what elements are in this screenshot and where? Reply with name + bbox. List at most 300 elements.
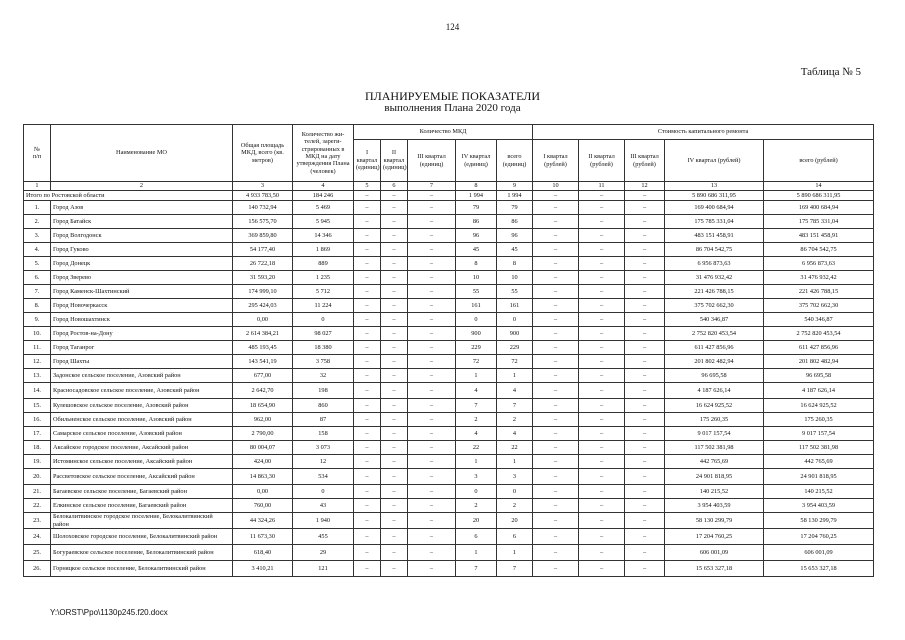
q2-cost-cell: – (579, 271, 625, 285)
area-cell: 156 575,70 (233, 215, 293, 229)
q2-cost-cell: – (579, 229, 625, 243)
q1-cost-cell: – (533, 485, 579, 499)
people-cell: 889 (293, 257, 354, 271)
footer-file-path: Y:\ORST\Ppo\1130p245.f20.docx (50, 608, 168, 617)
q1-cost-cell: – (533, 271, 579, 285)
q3-cost-cell: – (625, 427, 665, 441)
total-cost-cell: 201 802 482,94 (764, 355, 874, 369)
q3-cost-cell: – (625, 243, 665, 257)
total-cost-cell: 17 204 760,25 (764, 529, 874, 545)
q2-cost-cell: – (579, 341, 625, 355)
total-units-cell: 7 (497, 561, 533, 577)
total-cost-cell: 2 752 820 453,54 (764, 327, 874, 341)
q2-units-cell: – (381, 355, 408, 369)
q2-units-cell: – (381, 399, 408, 413)
q1-units-cell: – (354, 485, 381, 499)
q3-units-cell: – (408, 215, 456, 229)
q4-units-cell: 1 (456, 455, 497, 469)
table-row (24, 561, 874, 577)
q4-cost-cell: 606 001,09 (665, 545, 764, 561)
people-cell: 198 (293, 383, 354, 399)
q1-cost-cell: – (533, 243, 579, 257)
q3-cost-cell: – (625, 455, 665, 469)
mo-name-cell: Богураевское сельское поселение, Белокалитвинский район (51, 545, 233, 561)
q4-units-cell: 7 (456, 561, 497, 577)
q1-units-cell: – (354, 529, 381, 545)
q4-cost-cell: 58 130 299,79 (665, 513, 764, 529)
row-number-cell: 26. (24, 561, 51, 577)
total-units-cell: 10 (497, 271, 533, 285)
q3-units-cell: – (408, 469, 456, 485)
header-q4-cost: IV квартал (рублей) (665, 140, 764, 182)
q3-units-cell: – (408, 243, 456, 257)
total-cost-cell: 4 187 626,14 (764, 383, 874, 399)
total-units-cell: 0 (497, 313, 533, 327)
header-q2-cost: II квартал (рублей) (579, 140, 625, 182)
q3-units-cell: – (408, 485, 456, 499)
q3-cost-cell: – (625, 529, 665, 545)
total-cost-cell: 483 151 458,91 (764, 229, 874, 243)
q4-units-cell: 10 (456, 271, 497, 285)
q3-cost-cell: – (625, 313, 665, 327)
q2-cost-cell: – (579, 455, 625, 469)
area-cell: 174 999,10 (233, 285, 293, 299)
total-cost: 5 890 686 311,95 (764, 191, 874, 201)
q1-units-cell: – (354, 469, 381, 485)
q1-cost-cell: – (533, 299, 579, 313)
q1-cost-cell: – (533, 257, 579, 271)
table-row (24, 455, 874, 469)
mo-name-cell: Город Батайск (51, 215, 233, 229)
total-cost-cell: 6 956 873,63 (764, 257, 874, 271)
mo-name-cell: Город Таганрог (51, 341, 233, 355)
mo-name-cell: Самарское сельское поселение, Азовский район (51, 427, 233, 441)
header-total-cost: всего (рублей) (764, 140, 874, 182)
row-number-cell: 5. (24, 257, 51, 271)
total-cost-cell: 31 476 932,42 (764, 271, 874, 285)
area-cell: 44 324,26 (233, 513, 293, 529)
q1-cost-cell: – (533, 545, 579, 561)
header-mkd-group: Количество МКД (354, 125, 533, 140)
table-row (24, 485, 874, 499)
total-q2-units: – (381, 191, 408, 201)
row-number-cell: 13. (24, 369, 51, 383)
q3-cost-cell: – (625, 513, 665, 529)
q2-cost-cell: – (579, 285, 625, 299)
q3-units-cell: – (408, 399, 456, 413)
q4-cost-cell: 24 901 818,95 (665, 469, 764, 485)
total-cost-cell: 606 001,09 (764, 545, 874, 561)
q1-cost-cell: – (533, 313, 579, 327)
table-row (24, 285, 874, 299)
people-cell: 18 380 (293, 341, 354, 355)
total-units-cell: 900 (497, 327, 533, 341)
q2-units-cell: – (381, 243, 408, 257)
header-area: Общая площадь МКД, всего (кв. метров) (233, 125, 293, 182)
people-cell: 121 (293, 561, 354, 577)
q4-cost-cell: 3 954 403,59 (665, 499, 764, 513)
q2-units-cell: – (381, 529, 408, 545)
page-number: 124 (445, 22, 460, 32)
total-units-cell: 1 (497, 545, 533, 561)
q3-cost-cell: – (625, 285, 665, 299)
header-no: № п/п (24, 125, 51, 182)
total-q1-units: – (354, 191, 381, 201)
q4-cost-cell: 175 785 331,04 (665, 215, 764, 229)
table-row (24, 469, 874, 485)
table-row (24, 441, 874, 455)
row-number-cell: 4. (24, 243, 51, 257)
total-cost-cell: 169 400 684,94 (764, 201, 874, 215)
mo-name-cell: Город Новошахтинск (51, 313, 233, 327)
q3-units-cell: – (408, 229, 456, 243)
q4-cost-cell: 9 017 157,54 (665, 427, 764, 441)
q3-units-cell: – (408, 561, 456, 577)
table-row (24, 313, 874, 327)
q1-units-cell: – (354, 355, 381, 369)
q1-units-cell: – (354, 513, 381, 529)
q1-cost-cell: – (533, 427, 579, 441)
q4-cost-cell: 375 702 662,30 (665, 299, 764, 313)
q4-cost-cell: 169 400 684,94 (665, 201, 764, 215)
plan-indicators-table (23, 124, 874, 577)
row-number-cell: 18. (24, 441, 51, 455)
mo-name-cell: Кулешовское сельское поселение, Азовский район (51, 399, 233, 413)
total-units-cell: 7 (497, 399, 533, 413)
column-number: 1 (24, 182, 51, 191)
q2-cost-cell: – (579, 529, 625, 545)
mo-name-cell: Город Зверево (51, 271, 233, 285)
q1-units-cell: – (354, 561, 381, 577)
column-number: 13 (665, 182, 764, 191)
q3-cost-cell: – (625, 383, 665, 399)
total-units-cell: 3 (497, 469, 533, 485)
q2-cost-cell: – (579, 413, 625, 427)
q1-cost-cell: – (533, 383, 579, 399)
q2-units-cell: – (381, 285, 408, 299)
q2-cost-cell: – (579, 215, 625, 229)
row-number-cell: 23. (24, 513, 51, 529)
q1-cost-cell: – (533, 529, 579, 545)
total-units: 1 994 (497, 191, 533, 201)
total-units-cell: 96 (497, 229, 533, 243)
q2-units-cell: – (381, 413, 408, 427)
q1-units-cell: – (354, 413, 381, 427)
q4-cost-cell: 117 502 381,98 (665, 441, 764, 455)
column-number: 11 (579, 182, 625, 191)
q2-units-cell: – (381, 271, 408, 285)
q3-units-cell: – (408, 369, 456, 383)
q3-units-cell: – (408, 271, 456, 285)
document-title: ПЛАНИРУЕМЫЕ ПОКАЗАТЕЛИ (364, 89, 541, 103)
column-numbers-row (24, 182, 874, 191)
q2-units-cell: – (381, 513, 408, 529)
header-q1-units: I квартал (единиц) (354, 140, 381, 182)
mo-name-cell: Город Донецк (51, 257, 233, 271)
q4-units-cell: 900 (456, 327, 497, 341)
column-number: 6 (381, 182, 408, 191)
q4-units-cell: 45 (456, 243, 497, 257)
people-cell: 158 (293, 427, 354, 441)
q1-units-cell: – (354, 215, 381, 229)
row-number-cell: 7. (24, 285, 51, 299)
q3-cost-cell: – (625, 341, 665, 355)
q4-units-cell: 8 (456, 257, 497, 271)
people-cell: 12 (293, 455, 354, 469)
total-cost-cell: 540 346,87 (764, 313, 874, 327)
total-units-cell: 4 (497, 383, 533, 399)
q2-units-cell: – (381, 499, 408, 513)
q2-units-cell: – (381, 313, 408, 327)
q3-units-cell: – (408, 285, 456, 299)
q1-cost-cell: – (533, 341, 579, 355)
q4-units-cell: 7 (456, 399, 497, 413)
q1-units-cell: – (354, 499, 381, 513)
header-row-top (24, 125, 874, 140)
total-cost-cell: 9 017 157,54 (764, 427, 874, 441)
total-cost-cell: 58 130 299,79 (764, 513, 874, 529)
q2-units-cell: – (381, 327, 408, 341)
row-number-cell: 20. (24, 469, 51, 485)
q1-cost-cell: – (533, 399, 579, 413)
q4-units-cell: 79 (456, 201, 497, 215)
people-cell: 1 940 (293, 513, 354, 529)
total-cost-cell: 140 215,52 (764, 485, 874, 499)
column-number: 14 (764, 182, 874, 191)
people-cell: 1 869 (293, 243, 354, 257)
people-cell: 5 712 (293, 285, 354, 299)
area-cell: 424,00 (233, 455, 293, 469)
q3-units-cell: – (408, 513, 456, 529)
total-units-cell: 8 (497, 257, 533, 271)
q2-cost-cell: – (579, 513, 625, 529)
q2-units-cell: – (381, 427, 408, 441)
q2-cost-cell: – (579, 257, 625, 271)
q2-cost-cell: – (579, 427, 625, 441)
q1-cost-cell: – (533, 413, 579, 427)
total-cost-cell: 442 765,69 (764, 455, 874, 469)
table-row (24, 499, 874, 513)
q2-cost-cell: – (579, 545, 625, 561)
q4-units-cell: 96 (456, 229, 497, 243)
table-row (24, 299, 874, 313)
area-cell: 677,00 (233, 369, 293, 383)
q4-units-cell: 72 (456, 355, 497, 369)
q2-units-cell: – (381, 485, 408, 499)
table-row (24, 383, 874, 399)
q1-units-cell: – (354, 327, 381, 341)
mo-name-cell: Елкинское сельское поселение, Багаевский район (51, 499, 233, 513)
area-cell: 14 863,30 (233, 469, 293, 485)
q2-units-cell: – (381, 369, 408, 383)
q2-units-cell: – (381, 469, 408, 485)
column-number: 2 (51, 182, 233, 191)
row-number-cell: 11. (24, 341, 51, 355)
q2-units-cell: – (381, 545, 408, 561)
q3-cost-cell: – (625, 369, 665, 383)
mo-name-cell: Задонское сельское поселение, Азовский район (51, 369, 233, 383)
column-number: 8 (456, 182, 497, 191)
mo-name-cell: Город Азов (51, 201, 233, 215)
table-row (24, 327, 874, 341)
area-cell: 80 004,07 (233, 441, 293, 455)
row-number-cell: 10. (24, 327, 51, 341)
q4-cost-cell: 31 476 932,42 (665, 271, 764, 285)
row-number-cell: 6. (24, 271, 51, 285)
people-cell: 14 346 (293, 229, 354, 243)
q1-units-cell: – (354, 229, 381, 243)
area-cell: 0,00 (233, 313, 293, 327)
total-units-cell: 4 (497, 427, 533, 441)
q3-units-cell: – (408, 341, 456, 355)
total-cost-cell: 221 426 788,15 (764, 285, 874, 299)
q3-units-cell: – (408, 383, 456, 399)
q4-cost-cell: 2 752 820 453,54 (665, 327, 764, 341)
q1-units-cell: – (354, 285, 381, 299)
q4-cost-cell: 540 346,87 (665, 313, 764, 327)
q4-units-cell: 22 (456, 441, 497, 455)
q2-units-cell: – (381, 215, 408, 229)
total-cost-cell: 24 901 818,95 (764, 469, 874, 485)
area-cell: 760,00 (233, 499, 293, 513)
q3-units-cell: – (408, 427, 456, 441)
total-units-cell: 2 (497, 499, 533, 513)
q2-units-cell: – (381, 201, 408, 215)
q1-units-cell: – (354, 399, 381, 413)
total-units-cell: 22 (497, 441, 533, 455)
area-cell: 31 593,20 (233, 271, 293, 285)
row-number-cell: 14. (24, 383, 51, 399)
people-cell: 534 (293, 469, 354, 485)
q4-cost-cell: 611 427 856,96 (665, 341, 764, 355)
mo-name-cell: Аксайское городское поселение, Аксайский район (51, 441, 233, 455)
column-number: 4 (293, 182, 354, 191)
q2-cost-cell: – (579, 485, 625, 499)
q4-cost-cell: 15 653 327,18 (665, 561, 764, 577)
total-units-cell: 20 (497, 513, 533, 529)
q3-cost-cell: – (625, 413, 665, 427)
people-cell: 87 (293, 413, 354, 427)
q4-cost-cell: 17 204 760,25 (665, 529, 764, 545)
q4-units-cell: 1 (456, 545, 497, 561)
total-cost-cell: 117 502 381,98 (764, 441, 874, 455)
area-cell: 962,00 (233, 413, 293, 427)
total-people: 184 246 (293, 191, 354, 201)
q1-units-cell: – (354, 257, 381, 271)
mo-name-cell: Шолоховское городское поселение, Белокалитвинский район (51, 529, 233, 545)
table-row (24, 513, 874, 529)
area-cell: 2 790,00 (233, 427, 293, 441)
q3-units-cell: – (408, 413, 456, 427)
mo-name-cell: Город Каменск-Шахтинский (51, 285, 233, 299)
q3-cost-cell: – (625, 545, 665, 561)
q1-units-cell: – (354, 427, 381, 441)
q2-units-cell: – (381, 441, 408, 455)
q3-units-cell: – (408, 299, 456, 313)
q4-units-cell: 4 (456, 427, 497, 441)
document-subtitle: выполнения Плана 2020 года (384, 102, 521, 114)
mo-name-cell: Белокалитвинское городское поселение, Белокалитвинский район (51, 513, 233, 529)
header-q3-cost: III квартал (рублей) (625, 140, 665, 182)
row-number-cell: 9. (24, 313, 51, 327)
total-cost-cell: 375 702 662,30 (764, 299, 874, 313)
total-q4-units: 1 994 (456, 191, 497, 201)
total-cost-cell: 175 785 331,04 (764, 215, 874, 229)
q1-units-cell: – (354, 341, 381, 355)
area-cell: 54 177,40 (233, 243, 293, 257)
column-number: 7 (408, 182, 456, 191)
q4-units-cell: 2 (456, 499, 497, 513)
row-number-cell: 2. (24, 215, 51, 229)
q2-units-cell: – (381, 257, 408, 271)
table-row (24, 427, 874, 441)
total-q3-units: – (408, 191, 456, 201)
q4-units-cell: 6 (456, 529, 497, 545)
area-cell: 369 859,80 (233, 229, 293, 243)
q2-cost-cell: – (579, 355, 625, 369)
people-cell: 1 235 (293, 271, 354, 285)
q3-units-cell: – (408, 441, 456, 455)
q3-units-cell: – (408, 545, 456, 561)
people-cell: 43 (293, 499, 354, 513)
table-row (24, 545, 874, 561)
table-row (24, 229, 874, 243)
area-cell: 18 654,90 (233, 399, 293, 413)
total-q4-cost: 5 890 686 311,95 (665, 191, 764, 201)
total-units-cell: 79 (497, 201, 533, 215)
mo-name-cell: Багаевское сельское поселение, Багаевский район (51, 485, 233, 499)
q1-cost-cell: – (533, 469, 579, 485)
q2-units-cell: – (381, 383, 408, 399)
people-cell: 11 224 (293, 299, 354, 313)
total-units-cell: 2 (497, 413, 533, 427)
q4-units-cell: 161 (456, 299, 497, 313)
total-cost-cell: 96 695,58 (764, 369, 874, 383)
mo-name-cell: Город Гуково (51, 243, 233, 257)
table-row (24, 413, 874, 427)
total-units-cell: 55 (497, 285, 533, 299)
q1-units-cell: – (354, 299, 381, 313)
total-q1-cost: – (533, 191, 579, 201)
total-cost-cell: 86 704 542,75 (764, 243, 874, 257)
q4-cost-cell: 140 215,52 (665, 485, 764, 499)
q3-units-cell: – (408, 529, 456, 545)
total-units-cell: 1 (497, 369, 533, 383)
q4-units-cell: 229 (456, 341, 497, 355)
q2-cost-cell: – (579, 561, 625, 577)
area-cell: 295 424,03 (233, 299, 293, 313)
q3-cost-cell: – (625, 399, 665, 413)
area-cell: 485 193,45 (233, 341, 293, 355)
total-units-cell: 0 (497, 485, 533, 499)
people-cell: 32 (293, 369, 354, 383)
q2-units-cell: – (381, 341, 408, 355)
total-row (24, 191, 874, 201)
q2-cost-cell: – (579, 441, 625, 455)
q4-cost-cell: 16 624 925,52 (665, 399, 764, 413)
row-number-cell: 22. (24, 499, 51, 513)
q2-cost-cell: – (579, 243, 625, 257)
area-cell: 26 722,18 (233, 257, 293, 271)
total-cost-cell: 15 653 327,18 (764, 561, 874, 577)
q1-cost-cell: – (533, 441, 579, 455)
header-q4-units: IV квартал (единиц) (456, 140, 497, 182)
q4-cost-cell: 96 695,58 (665, 369, 764, 383)
table-row (24, 257, 874, 271)
total-cost-cell: 611 427 856,96 (764, 341, 874, 355)
q2-cost-cell: – (579, 399, 625, 413)
q4-units-cell: 55 (456, 285, 497, 299)
